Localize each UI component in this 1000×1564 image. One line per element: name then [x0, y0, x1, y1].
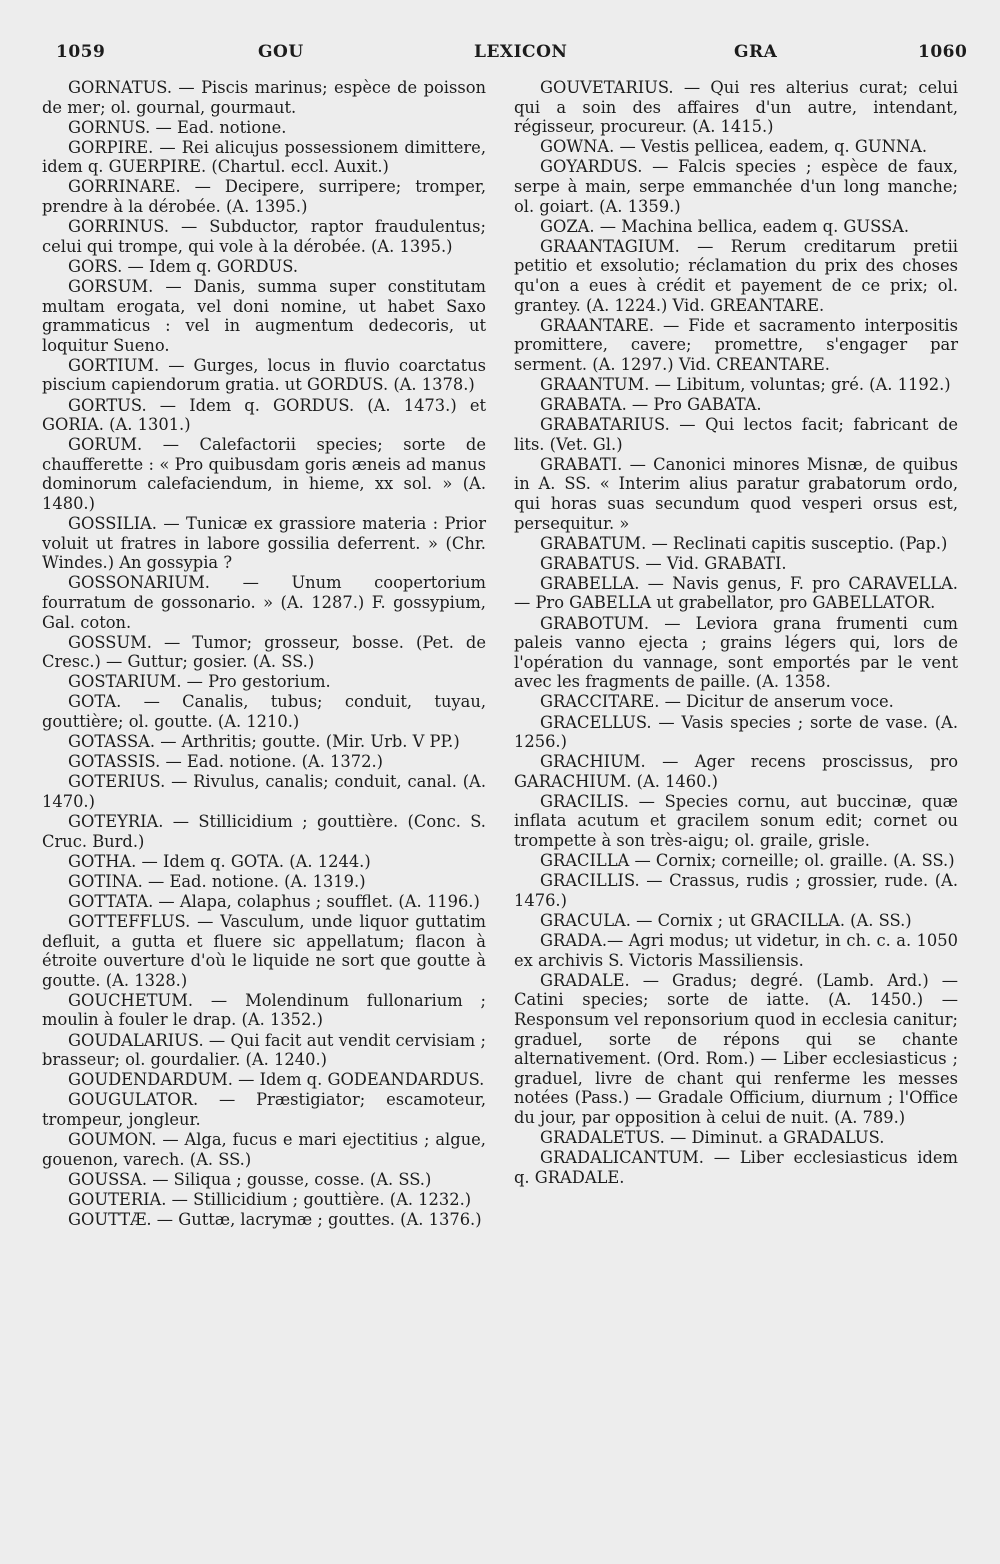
dictionary-entry: GRABATI. — Canonici minores Misnæ, de quibus in A. SS. « Interim alius paratur grabatorum ordo, qui horas suas secundum quod vesperi orsus est, persequitur. »: [514, 454, 958, 533]
dictionary-entry: GRACILIS. — Species cornu, aut buccinæ, quæ inflata acutum et gracilem sonum edit; cornet ou trompette à son très-aigu; ol. graile, grisle.: [514, 791, 958, 851]
dictionary-entry: GRAANTAGIUM. — Rerum creditarum pretii petitio et exsolutio; réclamation du prix des choses qu'on a eues à crédit et payement de ce prix; ol. grantey. (A. 1224.) Vid. GREANTARE.: [514, 236, 958, 315]
dictionary-entry: GOSSUM. — Tumor; grosseur, bosse. (Pet. de Cresc.) — Guttur; gosier. (A. SS.): [42, 632, 486, 672]
dictionary-entry: GOUCHETUM. — Molendinum fullonarium ; moulin à fouler le drap. (A. 1352.): [42, 990, 486, 1030]
left-guide-word: GOU: [258, 42, 304, 62]
dictionary-entry: GORUM. — Calefactorii species; sorte de chaufferette : « Pro quibusdam goris æneis ad manus dominorum calefaciendum, in hieme, xx sol. » (A. 1480.): [42, 435, 486, 513]
left-page-number: 1059: [56, 42, 106, 62]
dictionary-entry: GORTIUM. — Gurges, locus in fluvio coarctatus piscium capiendorum gratia. ut GORDUS. (A. 1378.): [42, 355, 486, 395]
dictionary-entry: GORTUS. — Idem q. GORDUS. (A. 1473.) et GORIA. (A. 1301.): [42, 395, 486, 435]
dictionary-entry: GRABATUS. — Vid. GRABATI.: [540, 553, 787, 573]
dictionary-entry: GOYARDUS. — Falcis species ; espèce de faux, serpe à main, serpe emmanchée d'un long manche; ol. goiart. (A. 1359.): [514, 157, 958, 216]
running-title: LEXICON: [474, 42, 568, 62]
dictionary-entry: GRABATA. — Pro GABATA.: [540, 395, 762, 414]
dictionary-entry: GOUTERIA. — Stillicidium ; gouttière. (A. 1232.): [68, 1189, 472, 1209]
dictionary-entry: GORS. — Idem q. GORDUS.: [68, 256, 299, 276]
right-page-number: 1060: [918, 42, 968, 62]
dictionary-entry: GOUDENDARDUM. — Idem q. GODEANDARDUS.: [68, 1070, 485, 1090]
dictionary-entry: GRACCITARE. — Dicitur de anserum voce.: [540, 692, 894, 712]
dictionary-entry: GRADA.— Agri modus; ut videtur, in ch. c. a. 1050 ex archivis S. Victoris Massiliensis.: [514, 931, 958, 970]
dictionary-entry: GOUDALARIUS. — Qui facit aut vendit cervisiam ; brasseur; ol. gourdalier. (A. 1240.): [42, 1030, 486, 1070]
dictionary-entry: GOUTTÆ. — Guttæ, lacrymæ ; gouttes. (A. 1376.): [68, 1209, 482, 1229]
dictionary-entry: GORSUM. — Danis, summa super constitutam multam erogata, vel doni nomine, ut habet Saxo grammaticus : vel in augmentum dedecoris, ut loquitur Sueno.: [42, 276, 486, 355]
dictionary-entry: GOTTEFFLUS. — Vasculum, unde liquor guttatim defluit, a gutta et fluere sic appellatum; flacon à étroite ouverture d'où le liquide ne sort que goutte à goutte. (A. 1328.): [42, 911, 486, 990]
dictionary-entry: GRADALETUS. — Diminut. a GRADALUS.: [540, 1127, 885, 1147]
right-column: [514, 78, 958, 1188]
dictionary-entry: GRADALE. — Gradus; degré. (Lamb. Ard.) — Catini species; sorte de iatte. (A. 1450.) — Responsum vel reponsorium quod in ecclesia canitur; graduel, sorte de répons qui se chante alternativement. (Ord. Rom.) — Liber ecclesiasticus ; graduel, livre de chant qui renferme les messes notées (Pass.) — Gradale Officium, diurnum ; l'Office du jour, par opposition à celui de nuit. (A. 789.): [514, 970, 958, 1127]
dictionary-entry: GOTHA. — Idem q. GOTA. (A. 1244.): [68, 851, 371, 871]
left-column: [42, 78, 486, 1230]
dictionary-entry: GOUSSA. — Siliqua ; gousse, cosse. (A. SS.): [68, 1169, 432, 1189]
dictionary-entry: GOTASSIS. — Ead. notione. (A. 1372.): [68, 752, 384, 772]
dictionary-entry: GOUMON. — Alga, fucus e mari ejectitius ; algue, gouenon, varech. (A. SS.): [42, 1129, 486, 1169]
dictionary-entry: GOZA. — Machina bellica, eadem q. GUSSA.: [540, 216, 910, 236]
dictionary-entry: GORNATUS. — Piscis marinus; espèce de poisson de mer; ol. gournal, gourmaut.: [42, 78, 486, 117]
dictionary-entry: GOUGULATOR. — Præstigiator; escamoteur, trompeur, jongleur.: [42, 1090, 486, 1129]
right-guide-word: GRA: [734, 42, 778, 62]
dictionary-entry: GRABATARIUS. — Qui lectos facit; fabricant de lits. (Vet. Gl.): [514, 415, 958, 454]
page-header: [0, 42, 1000, 76]
dictionary-entry: GRABATUM. — Reclinati capitis susceptio. (Pap.): [540, 533, 948, 553]
dictionary-entry: GRACHIUM. — Ager recens proscissus, pro GARACHIUM. (A. 1460.): [514, 752, 958, 791]
dictionary-entry: GORRINARE. — Decipere, surripere; tromper, prendre à la dérobée. (A. 1395.): [42, 177, 486, 217]
dictionary-entry: GOSTARIUM. — Pro gestorium.: [68, 672, 331, 692]
dictionary-entry: GRACELLUS. — Vasis species ; sorte de vase. (A. 1256.): [514, 712, 958, 752]
dictionary-entry: GRABELLA. — Navis genus, F. pro CARAVELLA. — Pro GABELLA ut grabellator, pro GABELLATOR.: [514, 573, 958, 613]
dictionary-entry: GRAANTUM. — Libitum, voluntas; gré. (A. 1192.): [540, 374, 951, 394]
dictionary-entry: GORRINUS. — Subductor, raptor fraudulentus; celui qui trompe, qui vole à la dérobée. (A. 1395.): [42, 217, 486, 256]
dictionary-entry: GRAANTARE. — Fide et sacramento interpositis promittere, cavere; promettre, s'engager par serment. (A. 1297.) Vid. CREANTARE.: [514, 315, 958, 374]
dictionary-entry: GOUVETARIUS. — Qui res alterius curat; celui qui a soin des affaires d'un autre, intendant, régisseur, procureur. (A. 1415.): [514, 78, 958, 137]
dictionary-entry: GOTINA. — Ead. notione. (A. 1319.): [68, 871, 366, 891]
dictionary-entry: GRACULA. — Cornix ; ut GRACILLA. (A. SS.): [540, 910, 912, 930]
dictionary-entry: GRADALICANTUM. — Liber ecclesiasticus idem q. GRADALE.: [514, 1148, 958, 1187]
dictionary-entry: GRACILLIS. — Crassus, rudis ; grossier, rude. (A. 1476.): [514, 871, 958, 910]
dictionary-entry: GOTASSA. — Arthritis; goutte. (Mir. Urb. V PP.): [68, 732, 460, 752]
dictionary-entry: GOWNA. — Vestis pellicea, eadem, q. GUNNA.: [540, 137, 928, 157]
dictionary-entry: GORNUS. — Ead. notione.: [68, 117, 287, 137]
dictionary-entry: GRACILLA — Cornix; corneille; ol. graille. (A. SS.): [540, 851, 955, 871]
dictionary-entry: GOTA. — Canalis, tubus; conduit, tuyau, gouttière; ol. goutte. (A. 1210.): [42, 692, 486, 731]
dictionary-entry: GORPIRE. — Rei alicujus possessionem dimittere, idem q. GUERPIRE. (Chartul. eccl. Auxit.): [42, 137, 486, 177]
dictionary-entry: GOTTATA. — Alapa, colaphus ; soufflet. (A. 1196.): [68, 891, 480, 911]
dictionary-entry: GOTERIUS. — Rivulus, canalis; conduit, canal. (A. 1470.): [42, 772, 486, 811]
dictionary-entry: GOTEYRIA. — Stillicidium ; gouttière. (Conc. S. Cruc. Burd.): [42, 811, 486, 851]
dictionary-entry: GOSSONARIUM. — Unum coopertorium fourratum de gossonario. » (A. 1287.) F. gossypium, Gal. coton.: [42, 573, 486, 632]
dictionary-entry: GOSSILIA. — Tunicæ ex grassiore materia : Prior voluit ut fratres in labore gossilia deferrent. » (Chr. Windes.) An gossypia ?: [42, 514, 486, 573]
dictionary-entry: GRABOTUM. — Leviora grana frumenti cum paleis vanno ejecta ; grains légers qui, lors de l'opération du vannage, sont emportés par le vent avec les fragments de paille. (A. 1358.: [514, 613, 958, 692]
